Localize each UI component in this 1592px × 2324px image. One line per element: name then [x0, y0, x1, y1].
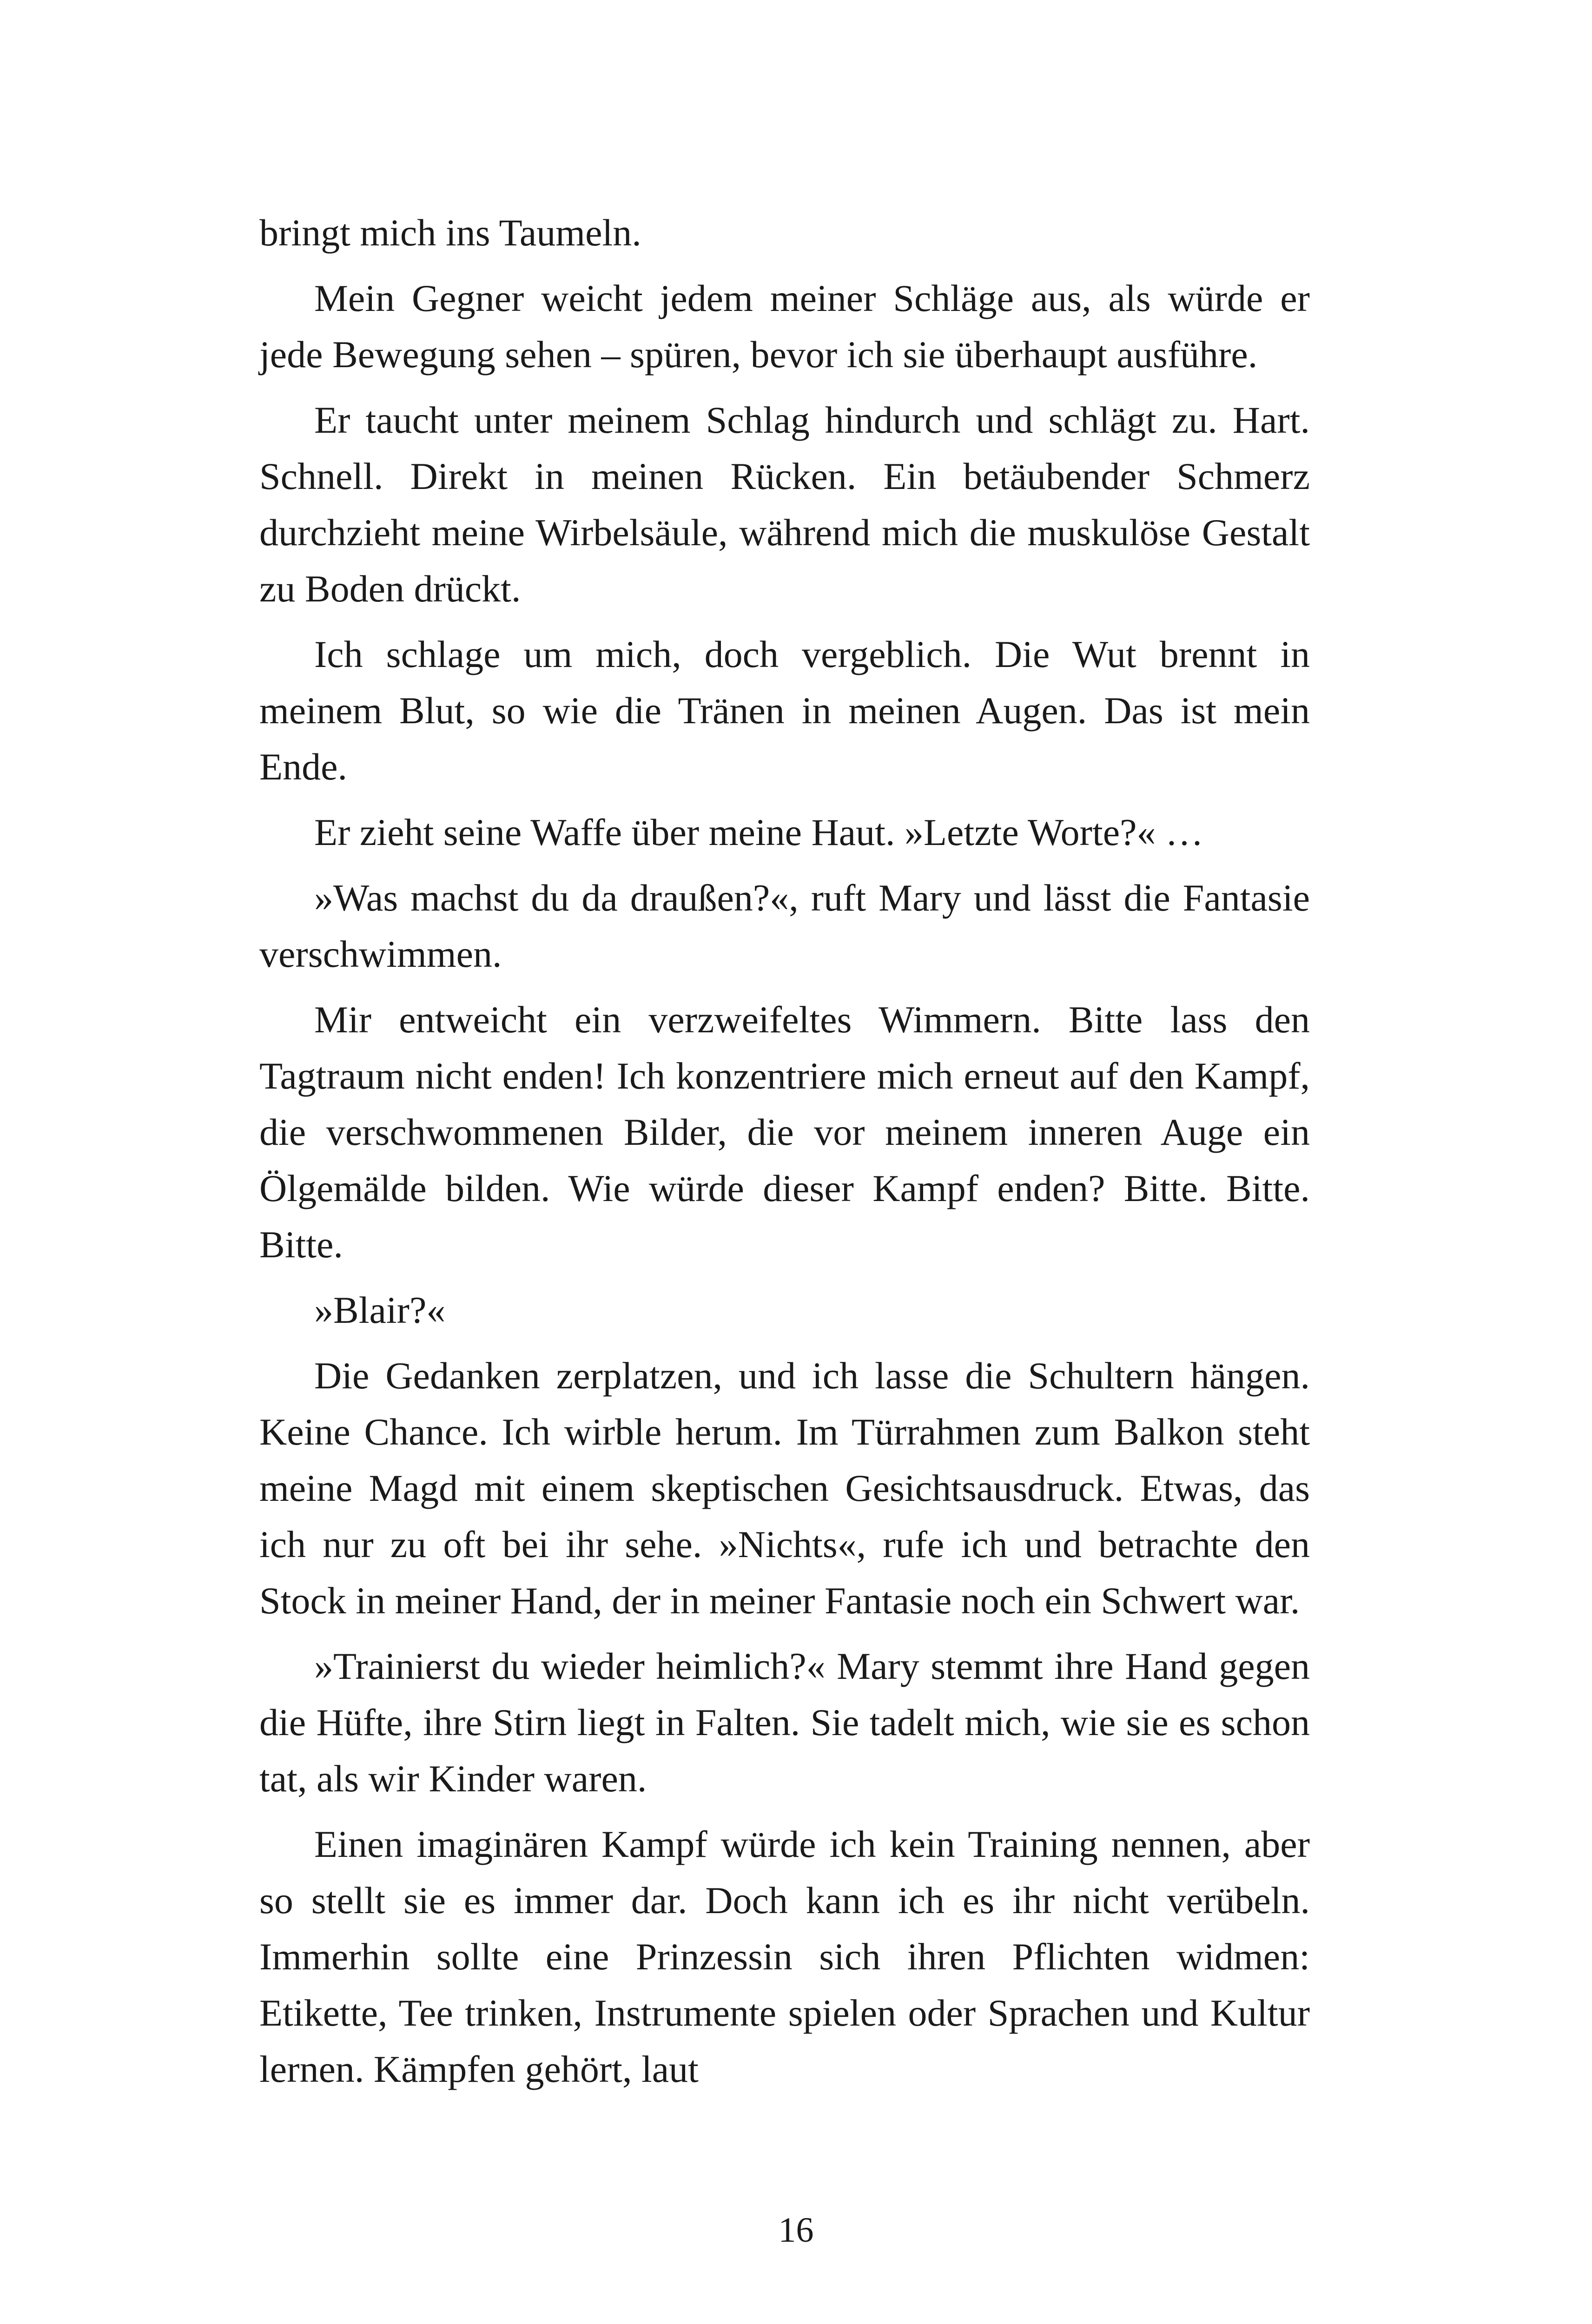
- paragraph-4: Ich schlage um mich, doch vergeblich. Die Wut brennt in meinem Blut, so wie die Tränen in meinen Augen. Das ist mein Ende.: [259, 633, 1310, 788]
- paragraph-10: »Trainierst du wieder heimlich?« Mary stemmt ihre Hand gegen die Hüfte, ihre Stirn liegt in Falten. Sie tadelt mich, wie sie es schon tat, als wir Kinder waren.: [259, 1645, 1310, 1800]
- body-text: [259, 205, 1310, 2097]
- paragraph-2: Mein Gegner weicht jedem meiner Schläge aus, als würde er jede Bewegung sehen – spüren, bevor ich sie überhaupt ausführe.: [259, 277, 1310, 376]
- paragraph-8: »Blair?«: [314, 1289, 446, 1331]
- paragraph-3: Er taucht unter meinem Schlag hindurch und schlägt zu. Hart. Schnell. Direkt in meinen Rücken. Ein betäubender Schmerz durchzieht meine Wirbelsäule, während mich die muskulöse Gestalt zu Boden drückt.: [259, 399, 1310, 610]
- paragraph-7: Mir entweicht ein verzweifeltes Wimmern. Bitte lass den Tagtraum nicht enden! Ich konzentriere mich erneut auf den Kampf, die verschwommenen Bilder, die vor meinem inneren Auge ein Ölgemälde bilden. Wie würde dieser Kampf enden? Bitte. Bitte. Bitte.: [259, 998, 1310, 1266]
- paragraph-9: Die Gedanken zerplatzen, und ich lasse die Schultern hängen. Keine Chance. Ich wirble herum. Im Türrahmen zum Balkon steht meine Magd mit einem skeptischen Gesichtsausdruck. Etwas, das ich nur zu oft bei ihr sehe. »Nichts«, rufe ich und betrachte den Stock in meiner Hand, der in meiner Fantasie noch ein Schwert war.: [259, 1354, 1310, 1622]
- paragraph-5: Er zieht seine Waffe über meine Haut. »Letzte Worte?« …: [314, 811, 1204, 853]
- paragraph-6: »Was machst du da draußen?«, ruft Mary und lässt die Fantasie verschwimmen.: [259, 877, 1310, 975]
- paragraph-1: bringt mich ins Taumeln.: [259, 211, 641, 254]
- paragraph-11: Einen imaginären Kampf würde ich kein Training nennen, aber so stellt sie es immer dar. Doch kann ich es ihr nicht verübeln. Immerhin sollte eine Prinzessin sich ihren Pflichten widmen: Etikette, Tee trinken, Instrumente spielen oder Sprachen und Kultur lernen. Kämpfen gehört, laut: [259, 1823, 1310, 2090]
- page-number: 16: [778, 2211, 814, 2250]
